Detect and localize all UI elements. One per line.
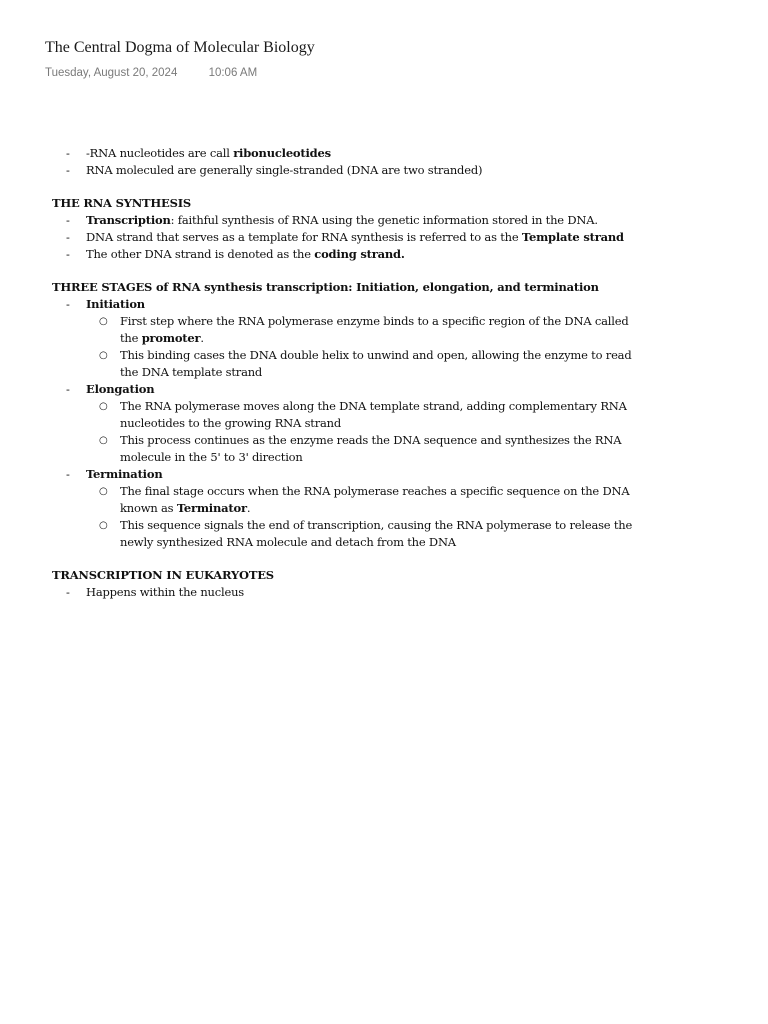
list-item — [52, 381, 672, 398]
circle-bullet: ○ — [99, 350, 108, 361]
sub-list-item — [52, 313, 672, 347]
note-body[interactable] — [52, 145, 672, 601]
list-item-text: -RNA nucleotides are call — [86, 146, 234, 160]
dash-bullet: - — [66, 247, 70, 261]
stage-label: Initiation — [86, 297, 145, 311]
dash-bullet: - — [66, 146, 70, 160]
list-item-text: : faithful synthesis of RNA using the genetic information stored in the DNA. — [170, 213, 598, 227]
sub-list-item — [52, 398, 672, 432]
list-item — [52, 466, 672, 483]
page-title[interactable]: The Central Dogma of Molecular Biology — [45, 39, 315, 56]
sub-list-item — [52, 432, 672, 466]
list-item-text: DNA strand that serves as a template for RNA synthesis is referred to as the — [86, 230, 522, 244]
sub-list-item — [52, 517, 672, 551]
text-line: This process continues as the enzyme reads the DNA sequence and synthesizes the RNA — [120, 433, 622, 447]
text-line: The RNA polymerase moves along the DNA template strand, adding complementary RNA — [120, 399, 627, 413]
dash-bullet: - — [66, 230, 70, 244]
circle-bullet: ○ — [99, 401, 108, 412]
text-line: . — [246, 501, 251, 515]
circle-bullet: ○ — [99, 316, 108, 327]
list-item — [52, 145, 672, 162]
text-line: molecule in the 5' to 3' direction — [120, 450, 303, 464]
list-item-text: The other DNA strand is denoted as the — [86, 247, 315, 261]
text-line: known as — [120, 501, 177, 515]
text-line: the DNA template strand — [120, 365, 263, 379]
list-item — [52, 229, 672, 246]
dash-bullet: - — [66, 163, 70, 177]
note-timestamp — [45, 67, 257, 79]
text-line: This sequence signals the end of transcription, causing the RNA polymerase to release the — [120, 518, 633, 532]
dash-bullet: - — [66, 467, 70, 481]
list-item-text: RNA moleculed are generally single-stranded (DNA are two stranded) — [86, 163, 483, 177]
circle-bullet: ○ — [99, 435, 108, 446]
stage-label: Termination — [86, 467, 163, 481]
list-item — [52, 246, 672, 263]
bold-term: Transcription — [86, 213, 171, 227]
circle-bullet: ○ — [99, 486, 108, 497]
bold-term: Template strand — [521, 230, 624, 244]
sub-list-item — [52, 347, 672, 381]
list-item — [52, 212, 672, 229]
circle-bullet: ○ — [99, 520, 108, 531]
text-line: the — [120, 331, 142, 345]
sub-list-item — [52, 483, 672, 517]
text-line: newly synthesized RNA molecule and detach from the DNA — [120, 535, 456, 549]
note-time: 10:06 AM — [208, 67, 258, 79]
section-heading: THE RNA SYNTHESIS — [52, 196, 191, 210]
bold-term: ribonucleotides — [233, 146, 331, 160]
list-item-text: Happens within the nucleus — [86, 585, 245, 599]
bold-term: promoter — [141, 331, 201, 345]
list-item — [52, 584, 672, 601]
dash-bullet: - — [66, 297, 70, 311]
list-item — [52, 296, 672, 313]
text-line: nucleotides to the growing RNA strand — [120, 416, 342, 430]
list-item — [52, 162, 672, 179]
note-date: Tuesday, August 20, 2024 — [45, 67, 178, 79]
bold-term: Terminator — [176, 501, 247, 515]
section-heading: TRANSCRIPTION IN EUKARYOTES — [52, 568, 274, 582]
section-heading: THREE STAGES of RNA synthesis transcription: Initiation, elongation, and termination — [52, 280, 599, 294]
text-line: The final stage occurs when the RNA polymerase reaches a specific sequence on the DNA — [120, 484, 630, 498]
dash-bullet: - — [66, 585, 70, 599]
dash-bullet: - — [66, 213, 70, 227]
text-line: First step where the RNA polymerase enzyme binds to a specific region of the DNA called — [120, 314, 629, 328]
dash-bullet: - — [66, 382, 70, 396]
bold-term: coding strand. — [314, 247, 405, 261]
text-line: . — [200, 331, 204, 345]
text-line: This binding cases the DNA double helix to unwind and open, allowing the enzyme to read — [120, 348, 632, 362]
stage-label: Elongation — [86, 382, 155, 396]
